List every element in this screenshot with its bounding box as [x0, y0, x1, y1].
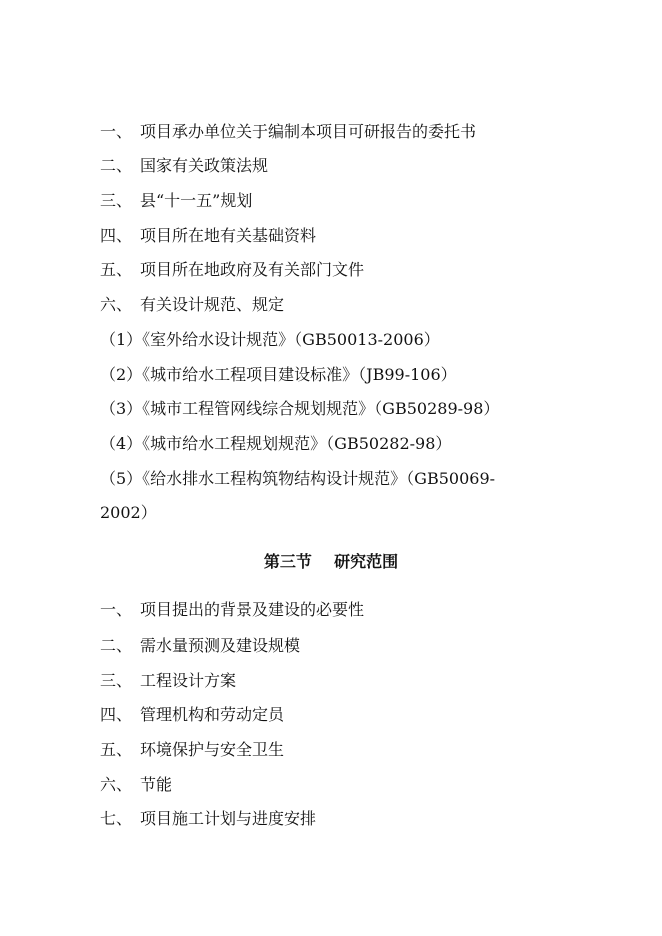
scope-item-text: 工程设计方案 — [140, 671, 237, 690]
scope-item-number: 一、 — [100, 600, 133, 619]
scope-item-text: 管理机构和劳动定员 — [140, 705, 285, 724]
basis-item-text: 县“十一五”规划 — [140, 191, 253, 210]
scope-item-text: 需水量预测及建设规模 — [140, 636, 301, 655]
standard-item-5: （5）《给水排水工程构筑物结构设计规范》（GB50069- — [100, 469, 496, 488]
basis-item-number: 四、 — [100, 226, 133, 245]
basis-item-text: 项目所在地政府及有关部门文件 — [140, 260, 365, 279]
scope-item-6 — [100, 775, 172, 795]
scope-item-text: 项目提出的背景及建设的必要性 — [140, 600, 365, 619]
basis-item-number: 三、 — [100, 191, 133, 210]
section-heading: 第三节 研究范围 — [263, 552, 399, 571]
basis-item-2 — [100, 156, 268, 176]
basis-item-text: 有关设计规范、规定 — [140, 295, 285, 314]
basis-item-3 — [100, 191, 252, 211]
scope-item-number: 二、 — [100, 636, 133, 655]
standard-item-3: （3）《城市工程管网线综合规划规范》（GB50289-98） — [100, 399, 500, 418]
basis-item-number: 二、 — [100, 156, 133, 175]
scope-item-number: 七、 — [100, 809, 133, 828]
scope-item-7 — [100, 809, 316, 829]
basis-item-6 — [100, 295, 284, 315]
basis-item-number: 六、 — [100, 295, 133, 314]
basis-item-4 — [100, 226, 316, 246]
basis-item-1 — [100, 122, 476, 142]
scope-item-5 — [100, 740, 284, 760]
scope-item-text: 环境保护与安全卫生 — [140, 740, 285, 759]
basis-item-number: 五、 — [100, 260, 133, 279]
basis-item-text: 国家有关政策法规 — [140, 156, 269, 175]
scope-item-4 — [100, 705, 284, 725]
scope-item-2 — [100, 636, 300, 656]
scope-item-number: 三、 — [100, 671, 133, 690]
standard-item-1: （1）《室外给水设计规范》（GB50013-2006） — [100, 330, 440, 349]
standard-item-2: （2）《城市给水工程项目建设标准》（JB99-106） — [100, 365, 457, 384]
scope-item-1 — [100, 600, 364, 620]
scope-item-text: 项目施工计划与进度安排 — [140, 809, 317, 828]
standard-item-5-continued: 2002） — [100, 503, 157, 522]
basis-item-5 — [100, 260, 364, 280]
scope-item-text: 节能 — [140, 775, 173, 794]
scope-item-number: 五、 — [100, 740, 133, 759]
basis-item-number: 一、 — [100, 122, 133, 141]
scope-item-number: 四、 — [100, 705, 133, 724]
standard-item-4: （4）《城市给水工程规划规范》（GB50282-98） — [100, 434, 452, 453]
scope-item-3 — [100, 671, 236, 691]
scope-item-number: 六、 — [100, 775, 133, 794]
basis-item-text: 项目所在地有关基础资料 — [140, 226, 317, 245]
basis-item-text: 项目承办单位关于编制本项目可研报告的委托书 — [140, 122, 477, 141]
